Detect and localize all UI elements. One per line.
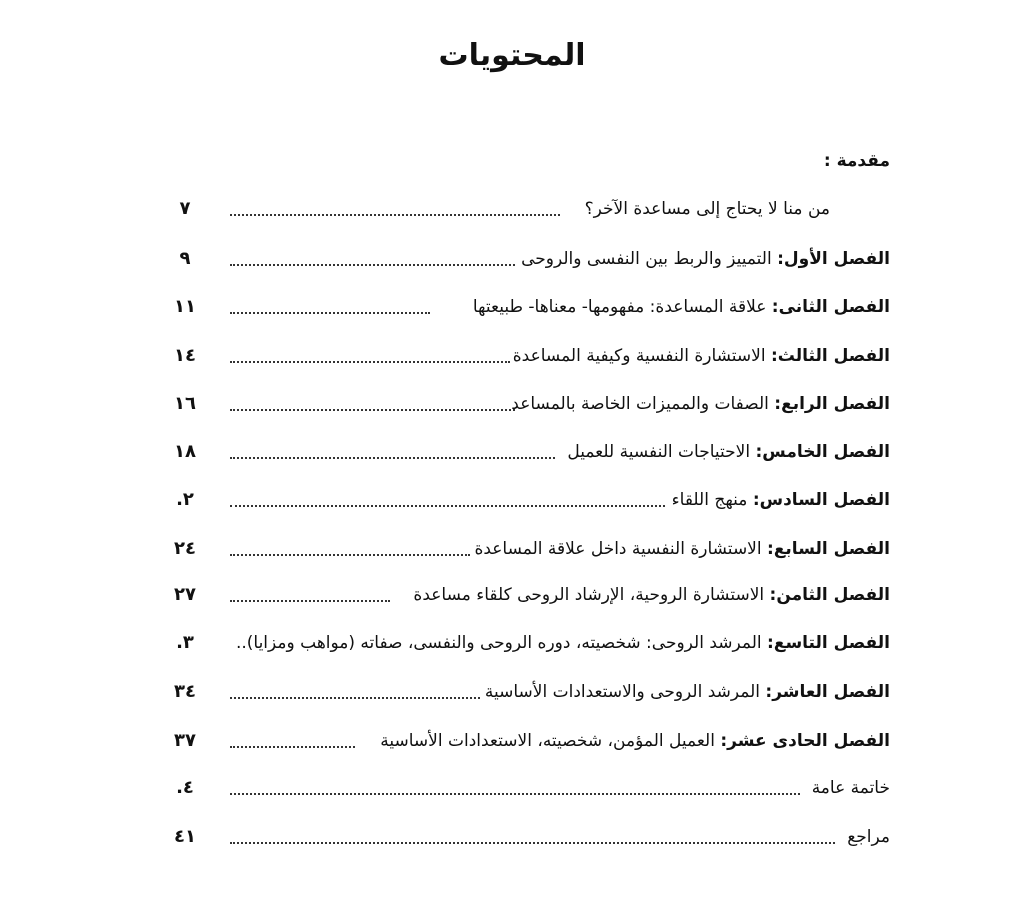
chapter-label: الفصل الخامس: [755,442,890,462]
chapter-label: الفصل الثامن: [769,585,890,605]
chapter-label: الفصل السادس: [752,490,890,510]
toc-entry-title: من منا لا يحتاج إلى مساعدة الآخر؟ [584,199,830,219]
toc-entry-title: المرشد الروحى والاستعدادات الأساسية [484,682,766,702]
chapter-label: الفصل الأول: [777,249,890,269]
toc-entry-text [567,437,890,467]
toc-page-number: ٣٧ [174,730,196,751]
page-title: المحتويات [438,38,586,73]
toc-page-number: ٢. [176,489,194,510]
dot-leader [230,600,390,602]
toc-page-number: ١١ [174,296,196,317]
toc-entry-text [474,534,890,564]
chapter-label: الفصل الثانى: [771,297,890,317]
toc-entry [160,822,890,852]
toc-entry-title: الصفات والمميزات الخاصة بالمساعد [511,394,775,414]
toc-page-number: ٣. [176,632,194,653]
toc-entry-text [513,341,890,371]
dot-leader [230,505,665,507]
toc-page-number: ٢٧ [174,584,196,605]
intro-heading-row [160,146,890,176]
toc-entry-text [413,580,890,610]
toc-page-number: ٤١ [174,826,196,847]
toc-entry [160,194,890,224]
toc-entry [160,534,890,564]
intro-heading: مقدمة : [823,151,890,171]
toc-entry-title: علاقة المساعدة: مفهومها- معناها- طبيعتها [472,297,772,317]
chapter-label: الفصل السابع: [767,539,890,559]
toc-entry [160,580,890,610]
dot-leader [230,457,555,459]
toc-entry-text [847,822,890,852]
toc-entry-text [473,292,890,322]
dot-leader [230,214,560,216]
toc-entry-title: الاستشارة النفسية وكيفية المساعدة [512,346,771,366]
toc-entry-text [511,389,890,419]
toc-entry-title: منهج اللقاء [671,490,753,510]
toc-page-number: ٧ [179,198,191,219]
toc-page-number: ٤. [176,777,194,798]
toc-entry [160,773,890,803]
toc-entry-title: الاحتياجات النفسية للعميل [567,442,756,462]
chapter-label: الفصل العاشر: [765,682,890,702]
chapter-label: الفصل الرابع: [774,394,890,414]
chapter-label: الفصل الثالث: [771,346,890,366]
dot-leader [230,312,430,314]
dot-leader [230,409,515,411]
toc-entry-title: مراجع [847,827,890,847]
toc-entry [160,628,890,658]
toc-page-number: ٣٤ [174,681,196,702]
toc-entry [160,341,890,371]
toc-page-number: ١٦ [174,393,196,414]
toc-page-number: ٩ [179,248,191,269]
chapter-label: الفصل التاسع: [767,633,890,653]
toc-entry [160,389,890,419]
toc-entry-text [236,628,890,658]
toc-entry-text [585,194,830,224]
toc-entry [160,726,890,756]
toc-entry-text [672,485,890,515]
chapter-label: الفصل الحادى عشر: [720,731,890,751]
dot-leader [230,554,470,556]
toc-entry-title: خاتمة عامة [811,778,890,798]
toc-page-number: ٢٤ [174,538,196,559]
toc-entry-title: الاستشارة الروحية، الإرشاد الروحى كلقاء مساعدة [413,585,770,605]
dot-leader [230,361,510,363]
toc-entry-text [380,726,890,756]
dot-leader [230,842,835,844]
dot-leader [230,697,480,699]
toc-entry-text [485,677,890,707]
toc-entry-title: العميل المؤمن، شخصيته، الاستعدادات الأساسية [380,731,721,751]
toc-entry-text [812,773,890,803]
toc-entry [160,292,890,322]
toc-entry-text [521,244,890,274]
dot-leader [230,264,515,266]
dot-leader [230,793,800,795]
toc-entry [160,244,890,274]
toc-entry-title: المرشد الروحى: شخصيته، دوره الروحى والنفسى، صفاته (مواهب ومزايا).. [235,633,768,653]
toc-entry [160,677,890,707]
toc-page-number: ١٨ [174,441,196,462]
toc-entry-title: التمييز والربط بين النفسى والروحى [521,249,778,269]
toc-entry [160,437,890,467]
toc-entry [160,485,890,515]
toc-entry-title: الاستشارة النفسية داخل علاقة المساعدة [474,539,768,559]
dot-leader [230,746,355,748]
toc-page-number: ١٤ [174,345,196,366]
